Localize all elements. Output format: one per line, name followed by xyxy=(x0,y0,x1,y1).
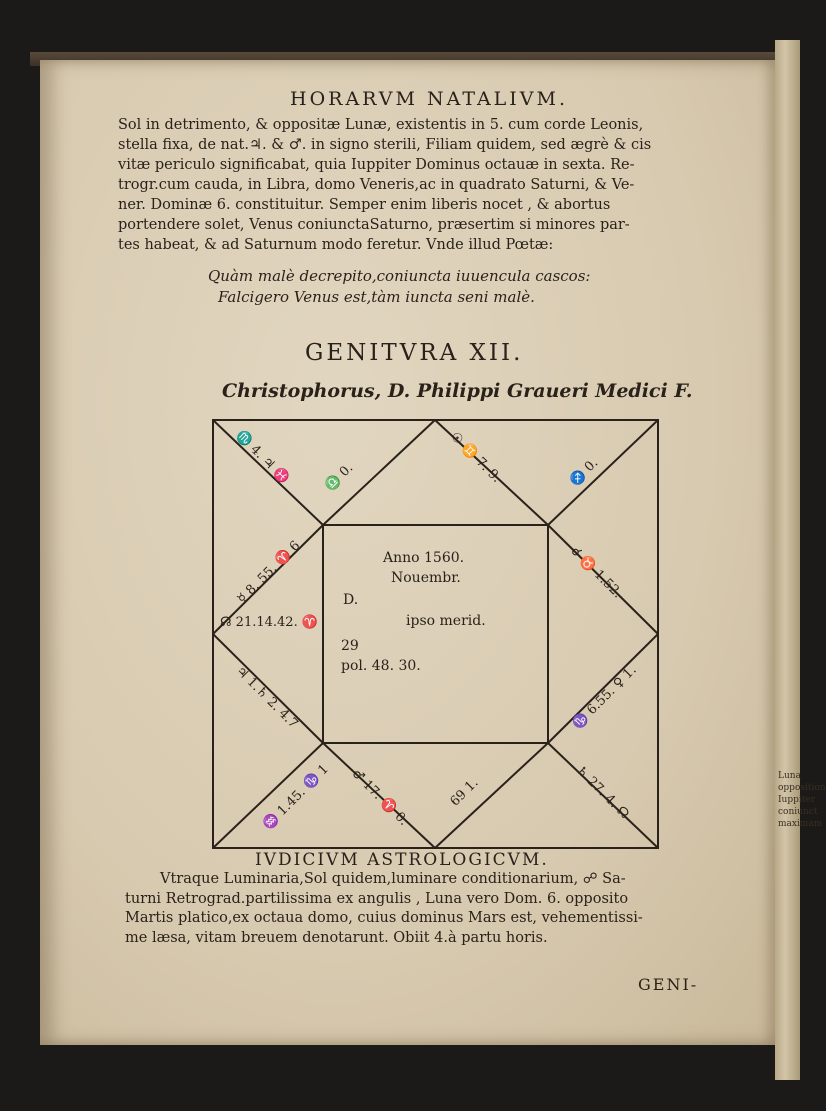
house-11-glyphs: ♎ 0. xyxy=(322,460,357,495)
horoscope-chart xyxy=(208,415,663,855)
verse-line-2: Falcigero Venus est,tàm iuncta seni malè. xyxy=(218,288,535,306)
judicium-title: IVDICIVM ASTROLOGICVM. xyxy=(255,850,549,870)
house-1b-glyphs: ☿ 8. 55. ♈ 6 xyxy=(234,538,304,607)
verse-line-1: Quàm malè decrepito,coniuncta iuuencula cascos: xyxy=(208,267,591,285)
catchword: GENI- xyxy=(638,975,699,994)
paragraph-line: stella fixa, de nat.♃. & ♂. in signo sterili, Filiam quidem, sed ægrè & cis xyxy=(118,137,652,153)
house-5-glyphs: 69 1. xyxy=(447,775,482,810)
paragraph-line: portendere solet, Venus coniunctaSaturno, præsertim si minores par- xyxy=(118,217,630,233)
house-12-glyphs: ♏ 4. ♃ ♓ xyxy=(232,427,293,488)
chart-time: ipso merid. xyxy=(406,613,486,629)
chart-month: Nouembr. xyxy=(391,570,461,586)
house-1-glyphs: ☊ 21.14.42. ♈ xyxy=(220,615,319,630)
judicium-line: me læsa, vitam breuem denotarunt. Obiit 4.à partu horis. xyxy=(125,929,548,946)
house-9-glyphs: ♐ 0. xyxy=(567,455,602,490)
house-10-glyphs: ☉ ♊ 7. 9. xyxy=(447,429,504,486)
house-2-glyphs: ♃ 1.♄ 2. 4.7 xyxy=(232,663,301,732)
house-4-glyphs: ♂ 17. ♈ 0. xyxy=(348,766,411,829)
paragraph-line: tes habeat, & ad Saturnum modo feretur. Vnde illud Pœtæ: xyxy=(118,237,554,253)
judicium-paragraph xyxy=(125,870,765,948)
chart-year: Anno 1560. xyxy=(383,550,465,566)
running-head: HORARVM NATALIVM. xyxy=(290,88,569,110)
chart-day-sign: D. xyxy=(343,592,359,608)
paragraph-line: ner. Dominæ 6. constituitur. Semper enim liberis nocet , & abortus xyxy=(118,197,611,213)
judicium-line: Martis platico,ex octaua domo, cuius dominus Mars est, vehementissi- xyxy=(125,910,643,926)
house-3-glyphs: ♒ 1.45. ♑ 1 xyxy=(260,761,332,834)
house-6-glyphs: ♄ 27. 4. ☊ xyxy=(572,762,632,823)
house-7-glyphs: ♑ 6.55. ♀ 1. xyxy=(569,662,640,733)
chart-pole: pol. 48. 30. xyxy=(341,658,421,674)
paragraph-line: trogr.cum cauda, in Libra, domo Veneris,ac in quadrato Saturni, & Ve- xyxy=(118,177,635,193)
judicium-line: Vtraque Luminaria,Sol quidem,luminare conditionarium, ☍ Sa- xyxy=(160,871,626,887)
opening-paragraph xyxy=(118,115,768,255)
judicium-line: turni Retrograd.partilissima ex angulis , Luna vero Dom. 6. opposito xyxy=(125,890,629,907)
paragraph-line: vitæ periculo significabat, quia Iuppiter Dominus octauæ in sexta. Re- xyxy=(118,157,635,173)
facing-page-text: Luna opposition Iuppiter coniunct maximam xyxy=(778,771,826,829)
section-title: GENITVRA XII. xyxy=(305,340,524,366)
subject-name: Christophorus, D. Philippi Graueri Medici F. xyxy=(222,380,693,402)
chart-day-number: 29 xyxy=(341,638,359,654)
paragraph-line: Sol in detrimento, & oppositæ Lunæ, existentis in 5. cum corde Leonis, xyxy=(118,117,644,133)
house-8-glyphs: ☌ ♉ 1.52. xyxy=(567,543,625,602)
book-page xyxy=(40,60,775,1045)
